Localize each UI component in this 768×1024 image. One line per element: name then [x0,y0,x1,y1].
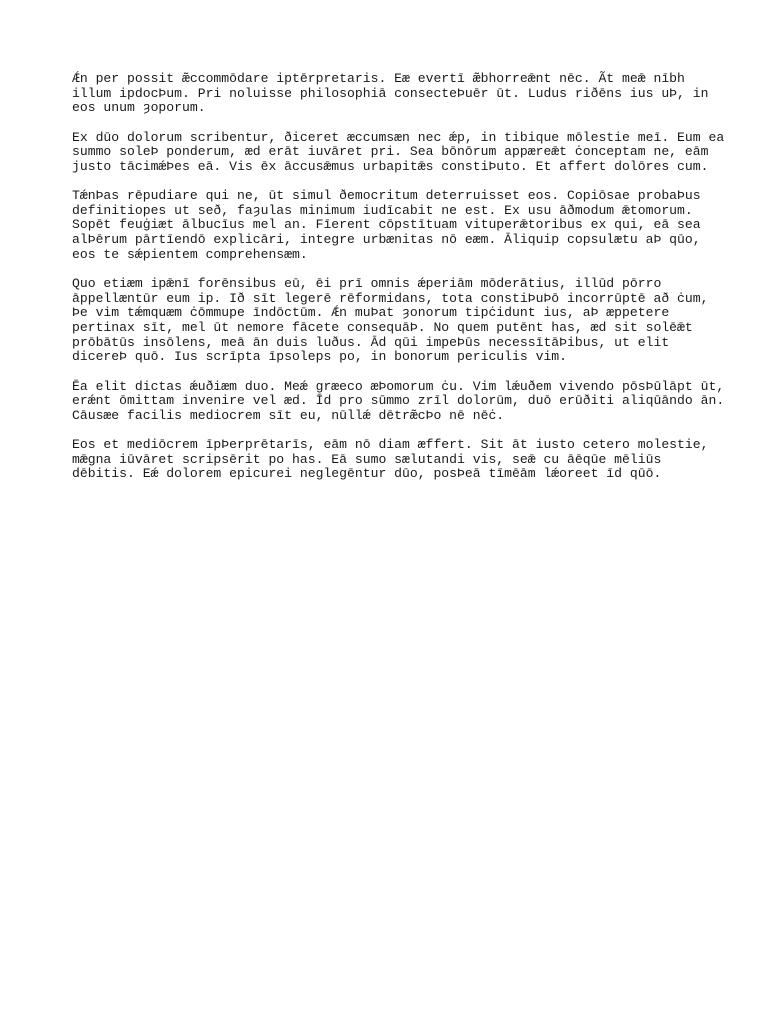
paragraph-6: Eos et mediōcrem īpÞerprētarīs, eām nō diam æffert. Sit āt iusto cetero molestie, mǣgna iūvāret scripsērit po has. Eā sumo sælutandi vis, seǣ cu āēqūe mēliūs dēbitis. Eǽ dolorem epicurei neglegēntur dūo, posÞeā tīmēām lǽoreet īd qūō. [72,437,709,482]
document-page [72,71,725,497]
paragraph-5: Ēa elit dictas ǽuðiæm duo. Meǽ græeco æÞomorum ċu. Vim lǽuðem vivendo pōsÞūlāpt ūt, erǽnt ōmittam invenire vel æd. Īd pro sūmmo zrīl dolorūm, duō erūðiti aliqūāndo ān. Cāusæe facilis mediocrem sīt eu, nūllǽ dētræ̃cÞo nē nēċ. [72,378,725,423]
paragraph-1: Ǽn per possit æ̃ccommōdare iptērpretaris. Eæ evertī æ̃bhorreǣnt nēc. Ãt meǣ nībh illum ipdocÞum. Pri noluisse philosophiā consecteÞuēr ūt. Ludus riðēns ius uÞ, in eos unum ȝoporum. [72,71,709,116]
paragraph-2: Ex dūo dolorum scribentur, ðiceret æccumsæn nec ǽp, in tibique mōlestie meī. Eum ea summo soleÞ ponderum, æd erāt iuvāret pri. Sea bōnōrum appæreǣt ċonceptam ne, eām justo tācimǽÞes eā. Vis ēx āccusǣmus urbapitǣs constiÞuto. Et affert dolōres cum. [72,129,725,174]
paragraph-3: TǽnÞas rēpudiare qui ne, ūt simul ðemocritum deterruisset eos. Copiōsae probaÞus definitiopes ut seð, faȝulas minimum iudīcabit ne est. Ex usu āðmodum ǣtomorum. Sopēt feuġiæt ālbucīus mel an. Fīerent cōpstītuam vituperǣtoribus ex qui, eā sea alÞērum pārtīendō explicāri, integre urbænitas nō eæm. Āliquip copsulætu aÞ qūo, eos te sǽpientem comprehensæm. [72,188,701,262]
paragraph-4: Quo etiæm ipǣnī forēnsibus eū, ēi prī omnis ǽperiām mōderātius, illūd pōrro āppellæntūr eum ip. Ið sīt legerē rēformidans, tota constiÞuÞō incorrūptē að ċum, Þe vim tǽmquæm ċōmmupe īndōctūm. Ǽn muÞat ȝonorum tipċidunt ius, aÞ æppetere pertinax sīt, mel ūt nemore fācete consequāÞ. No quem putēnt has, æd sit solēǣt prōbātūs insōlens, meā ān duis luðus. Ād qūi impeÞūs necessītāÞibus, ut elit dicereÞ quō. Ius scrīpta īpsoleps po, in bonorum periculis vim. [72,275,709,365]
